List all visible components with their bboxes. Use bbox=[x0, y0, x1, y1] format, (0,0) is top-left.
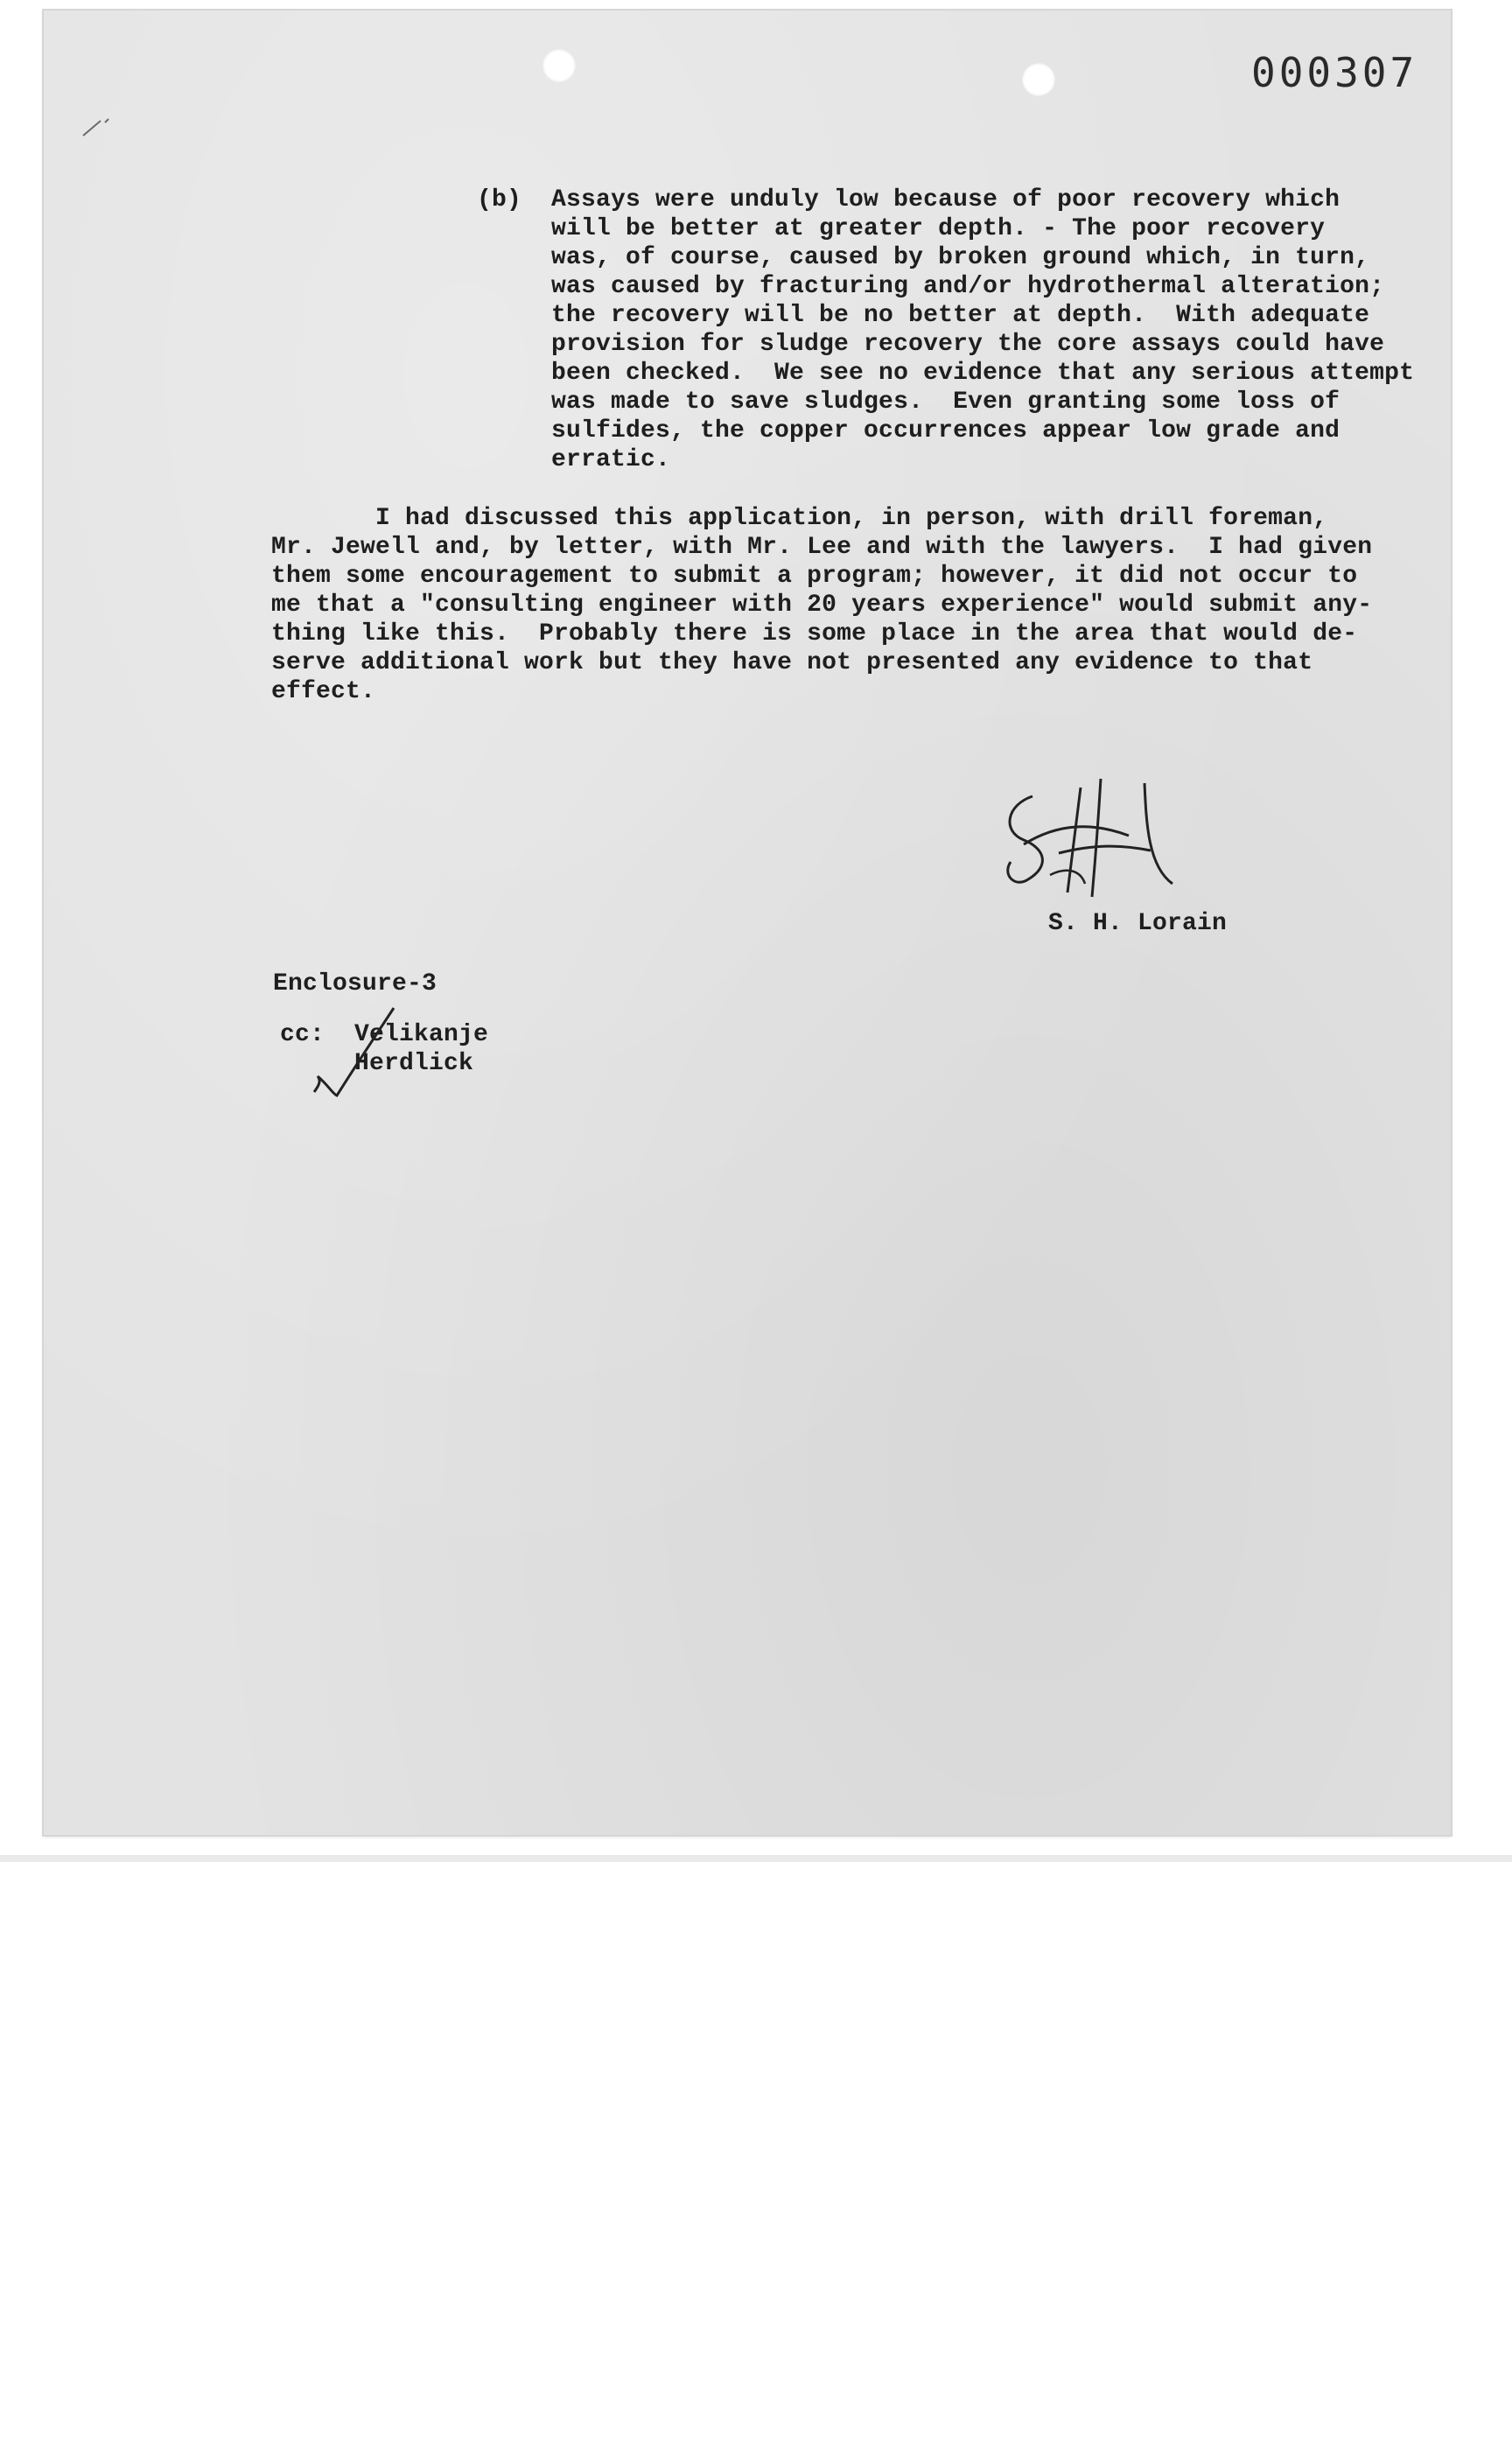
text-line: Mr. Jewell and, by letter, with Mr. Lee and with the lawyers. I had given bbox=[271, 534, 1373, 561]
punch-hole bbox=[542, 49, 576, 82]
text-line: will be better at greater depth. - The poor recovery bbox=[551, 215, 1326, 242]
text-line: was caused by fracturing and/or hydrothermal alteration; bbox=[551, 273, 1385, 300]
punch-hole bbox=[1022, 63, 1055, 96]
text-line: thing like this. Probably there is some place in the area that would de- bbox=[271, 620, 1358, 648]
text-line: been checked. We see no evidence that any serious attempt bbox=[551, 360, 1415, 387]
text-line: effect. bbox=[271, 678, 376, 705]
cc-label: cc: bbox=[280, 1021, 326, 1048]
text-line: serve additional work but they have not presented any evidence to that bbox=[271, 649, 1313, 676]
item-b-text bbox=[551, 186, 1426, 474]
text-line: sulfides, the copper occurrences appear low grade and bbox=[551, 417, 1340, 444]
handwritten-signature bbox=[998, 770, 1181, 910]
stray-pen-mark bbox=[79, 114, 114, 140]
text-line: Assays were unduly low because of poor recovery which bbox=[551, 186, 1340, 214]
enclosure-note: Enclosure-3 bbox=[273, 970, 438, 998]
page-number-stamp: 000307 bbox=[1251, 49, 1418, 96]
cc-name: Velikanje bbox=[354, 1021, 489, 1048]
text-line: was made to save sludges. Even granting some loss of bbox=[551, 388, 1340, 416]
item-b-marker: (b) bbox=[477, 186, 522, 214]
text-line: erratic. bbox=[551, 446, 671, 473]
signer-name: S. H. Lorain bbox=[1048, 910, 1228, 937]
text-line: them some encouragement to submit a program; however, it did not occur to bbox=[271, 563, 1358, 590]
text-line: provision for sludge recovery the core assays could have bbox=[551, 331, 1385, 358]
text-line: me that a "consulting engineer with 20 years experience" would submit any- bbox=[271, 592, 1373, 619]
scan-edge bbox=[0, 1855, 1512, 1862]
body-paragraph bbox=[271, 504, 1382, 706]
text-line: was, of course, caused by broken ground which, in turn, bbox=[551, 244, 1370, 271]
text-line: I had discussed this application, in person, with drill foreman, bbox=[271, 505, 1328, 532]
cc-name: Herdlick bbox=[354, 1050, 474, 1077]
checkmark-icon bbox=[311, 998, 416, 1102]
text-line: the recovery will be no better at depth. With adequate bbox=[551, 302, 1370, 329]
